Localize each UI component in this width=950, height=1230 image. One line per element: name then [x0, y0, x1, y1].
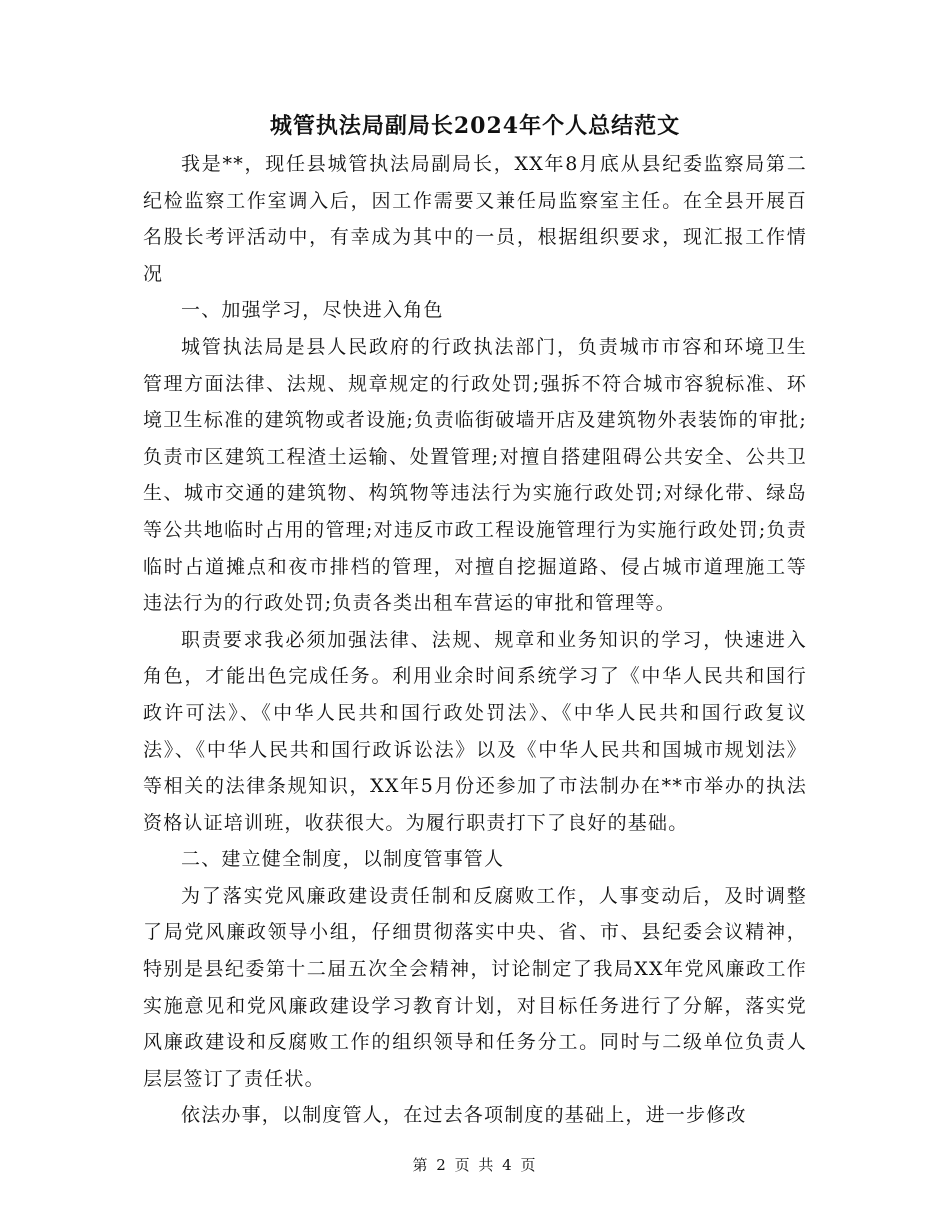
- paragraph-intro: 我是**，现任县城管执法局副局长，XX年8月底从县纪委监察局第二纪检监察工作室调入后，因工作需要又兼任局监察室主任。在全县开展百名股长考评活动中，有幸成为其中的一员，根据组织要求，现汇报工作情况: [143, 153, 807, 285]
- section-heading-1: 一、加强学习，尽快进入角色: [181, 299, 444, 322]
- paragraph-study: 职责要求我必须加强法律、法规、规章和业务知识的学习，快速进入角色，才能出色完成任务。利用业余时间系统学习了《中华人民共和国行政许可法》、《中华人民共和国行政处罚法》、《中华人民共和国行政复议法》、《中华人民共和国行政诉讼法》以及《中华人民共和国城市规划法》等相关的法律条规知识，XX年5月份还参加了市法制办在**市举办的执法资格认证培训班，收获很大。为履行职责打下了良好的基础。: [143, 628, 807, 834]
- document-body: [143, 146, 807, 1134]
- document-title: 城管执法局副局长2024年个人总结范文: [269, 113, 681, 139]
- paragraph-anticorruption: 为了落实党风廉政建设责任制和反腐败工作，人事变动后，及时调整了局党风廉政领导小组，仔细贯彻落实中央、省、市、县纪委会议精神，特别是县纪委第十二届五次全会精神，讨论制定了我局XX年党风廉政工作实施意见和党风廉政建设学习教育计划，对目标任务进行了分解，落实党风廉政建设和反腐败工作的组织领导和任务分工。同时与二级单位负责人层层签订了责任状。: [143, 884, 807, 1090]
- paragraph-duties: 城管执法局是县人民政府的行政执法部门，负责城市市容和环境卫生管理方面法律、法规、规章规定的行政处罚;强拆不符合城市容貌标准、环境卫生标准的建筑物或者设施;负责临街破墙开店及建筑物外表装饰的审批;负责市区建筑工程渣土运输、处置管理;对擅自搭建阻碍公共安全、公共卫生、城市交通的建筑物、构筑物等违法行为实施行政处罚;对绿化带、绿岛等公共地临时占用的管理;对违反市政工程设施管理行为实施行政处罚;负责临时占道摊点和夜市排档的管理，对擅自挖掘道路、侵占城市道理施工等违法行为的行政处罚;负责各类出租车营运的审批和管理等。: [143, 335, 807, 615]
- section-heading-2: 二、建立健全制度，以制度管事管人: [181, 848, 505, 871]
- page-number-footer: 第 2 页 共 4 页: [412, 1156, 538, 1174]
- paragraph-rules: 依法办事，以制度管人，在过去各项制度的基础上，进一步修改: [181, 1104, 747, 1127]
